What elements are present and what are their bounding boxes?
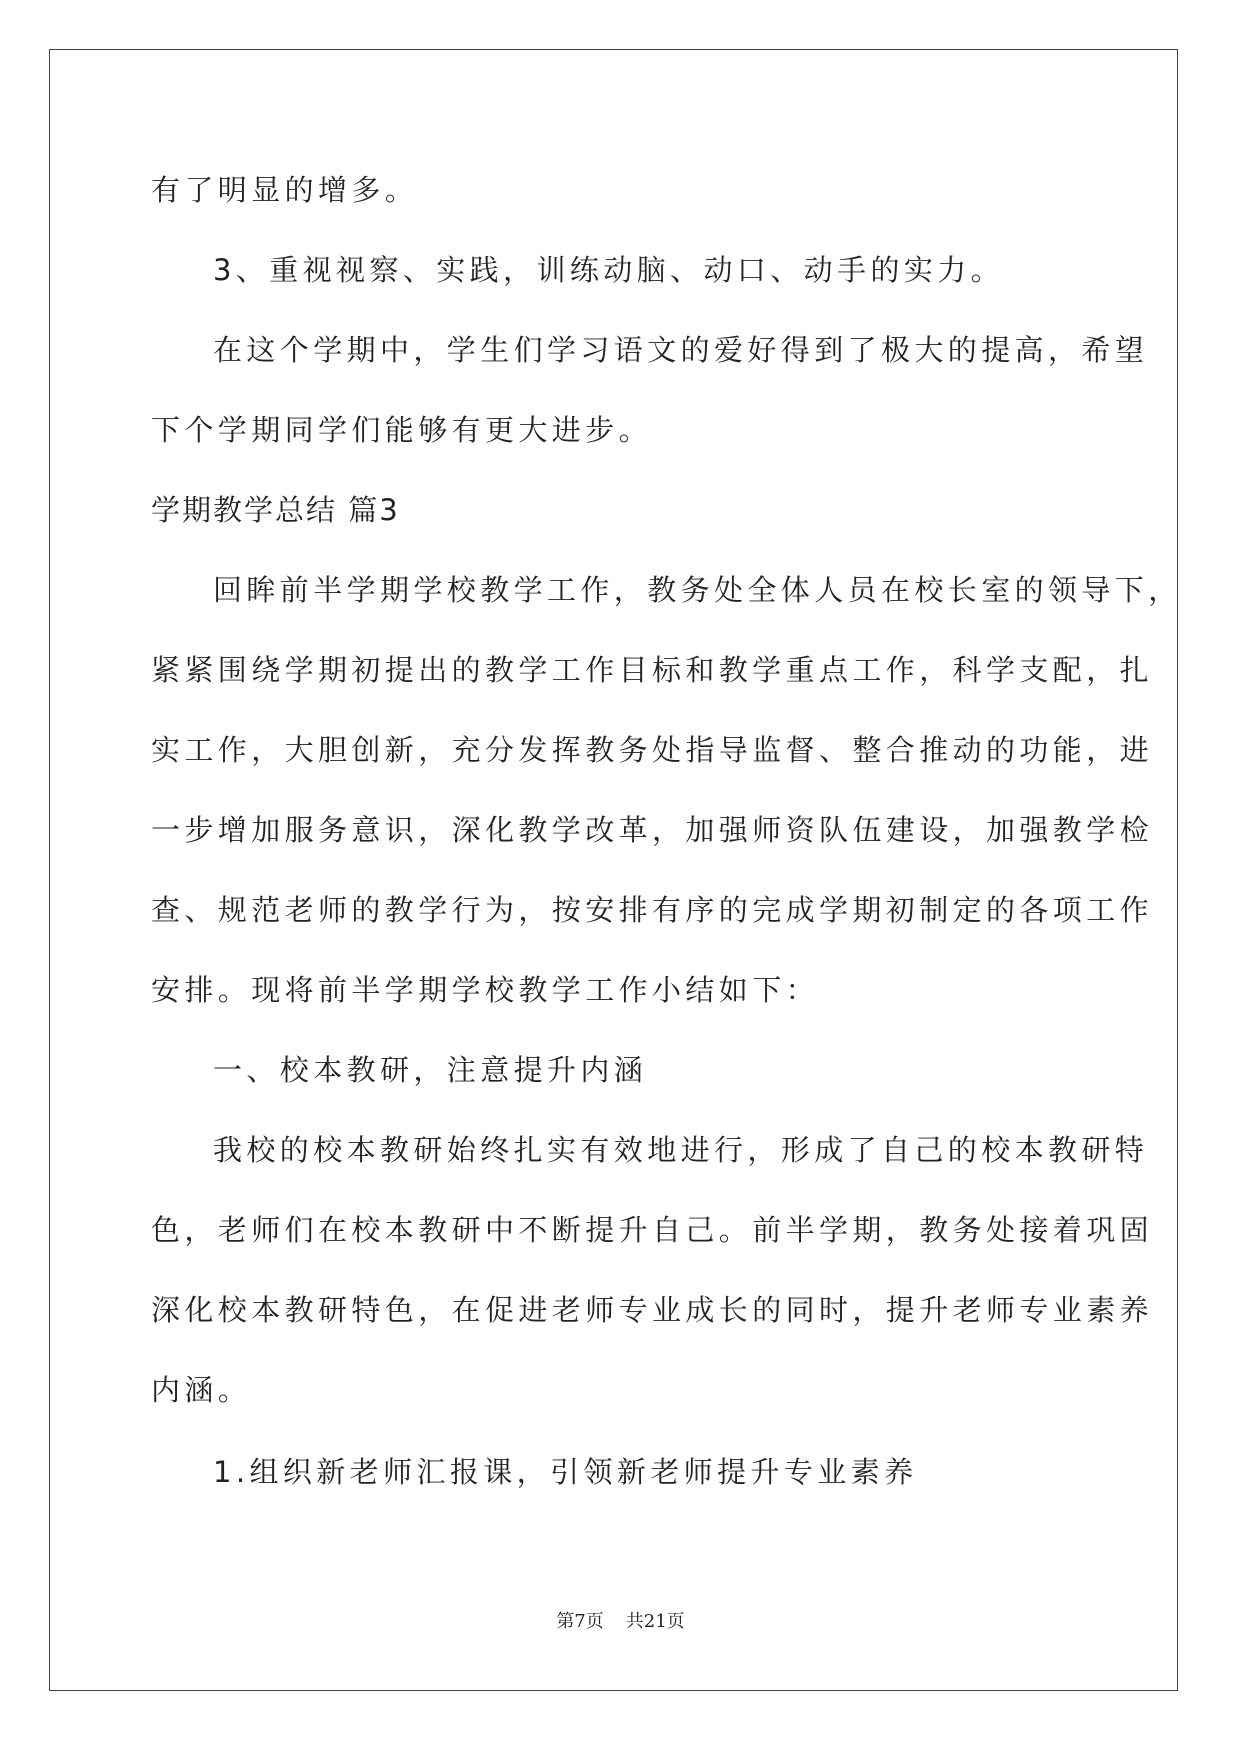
paragraph-line: 内涵。: [151, 1373, 252, 1407]
list-item-3: 3、重视视察、实践，训练动脑、动口、动手的实力。: [213, 253, 1005, 287]
paragraph-line: 我校的校本教研始终扎实有效地进行，形成了自己的校本教研特: [213, 1133, 1149, 1167]
paragraph-line: 查、规范老师的教学行为，按安排有序的完成学期初制定的各项工作: [151, 893, 1154, 927]
page-footer: [0, 1610, 1241, 1634]
paragraph-line: 回眸前半学期学校教学工作，教务处全体人员在校长室的领导下，: [213, 573, 1182, 607]
paragraph-line: 实工作，大胆创新，充分发挥教务处指导监督、整合推动的功能，进: [151, 733, 1154, 767]
total-page-count: 共21页: [625, 1611, 685, 1632]
paragraph-line: 下个学期同学们能够有更大进步。: [151, 413, 653, 447]
section-heading: 学期教学总结 篇3: [151, 493, 400, 527]
paragraph-line: 在这个学期中，学生们学习语文的爱好得到了极大的提高，希望: [213, 333, 1149, 367]
paragraph-line: 一步增加服务意识，深化教学改革，加强师资队伍建设，加强教学检: [151, 813, 1154, 847]
list-item-1: 1.组织新老师汇报课，引领新老师提升专业素养: [213, 1455, 918, 1489]
current-page-number: 第7页: [556, 1611, 604, 1632]
paragraph-line: 深化校本教研特色，在促进老师专业成长的同时，提升老师专业素养: [151, 1293, 1154, 1327]
paragraph-line: 紧紧围绕学期初提出的教学工作目标和教学重点工作，科学支配，扎: [151, 653, 1154, 687]
paragraph-line: 色，老师们在校本教研中不断提升自己。前半学期，教务处接着巩固: [151, 1213, 1154, 1247]
page-border: [49, 49, 1178, 1691]
paragraph-line: 有了明显的增多。: [151, 173, 419, 207]
paragraph-line: 安排。现将前半学期学校教学工作小结如下：: [151, 973, 820, 1007]
subsection-heading: 一、校本教研，注意提升内涵: [213, 1053, 648, 1087]
